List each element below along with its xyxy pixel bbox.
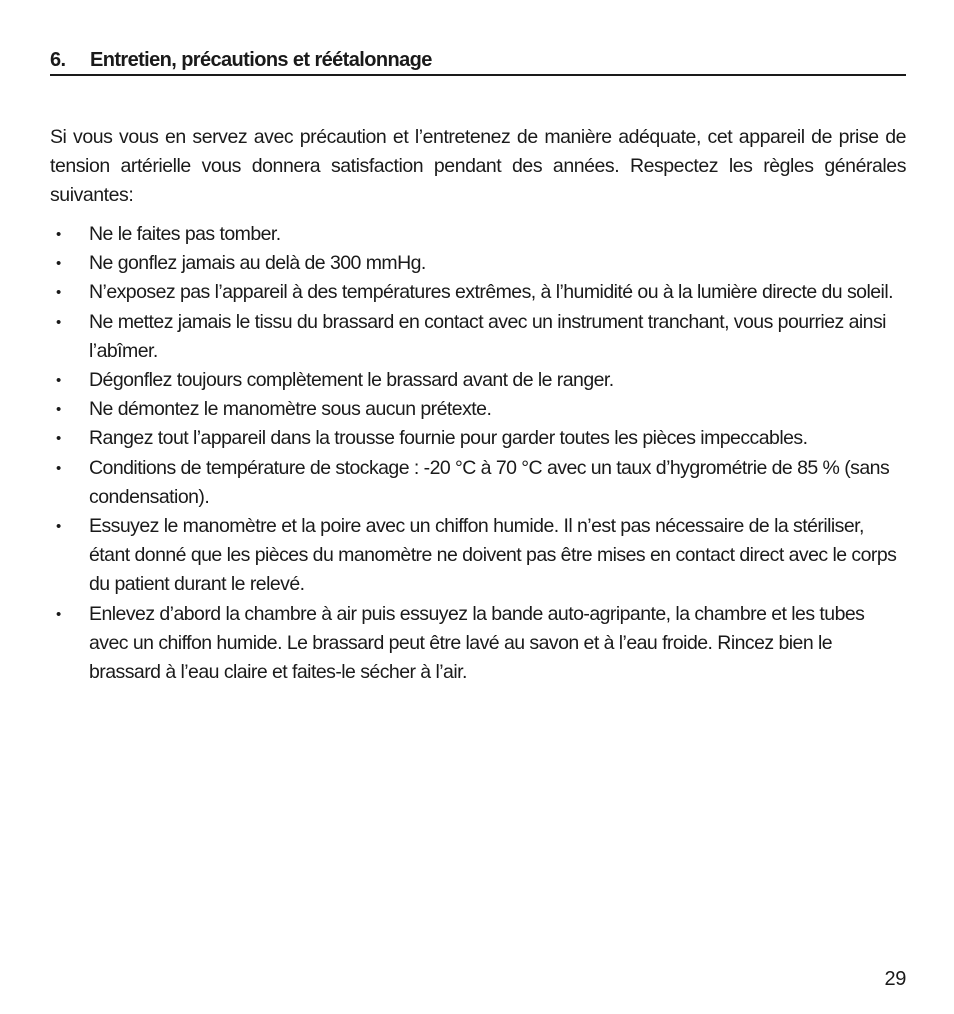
section-title: Entretien, précautions et réétalonnage [90, 49, 432, 71]
list-item-text: Ne démontez le manomètre sous aucun prétexte. [89, 398, 492, 421]
page-number: 29 [884, 968, 906, 990]
list-item-text: N’exposez pas l’appareil à des températures extrêmes, à l’humidité ou à la lumière directe du soleil. [89, 281, 893, 304]
section-number: 6. [50, 49, 66, 71]
bullet-icon: • [56, 518, 61, 536]
list-item [50, 366, 906, 395]
list-item [50, 249, 906, 278]
list-item-text: Conditions de température de stockage : -20 °C à 70 °C avec un taux d’hygrométrie de 85 % (sans condensation). [89, 456, 890, 508]
bullet-icon: • [56, 372, 61, 390]
bullet-icon: • [56, 401, 61, 419]
section-heading [50, 46, 906, 76]
list-item-text: Rangez tout l’appareil dans la trousse fournie pour garder toutes les pièces impeccables. [89, 427, 808, 450]
list-item [50, 220, 906, 249]
list-item-text: Enlevez d’abord la chambre à air puis essuyez la bande auto-agripante, la chambre et les tubes avec un chiffon humide. Le brassard peut être lavé au savon et à l’eau froide. Rincez bien le brassard à l’eau claire et faites-le sécher à l’air. [89, 602, 865, 684]
bullet-icon: • [56, 226, 61, 243]
bullet-icon: • [56, 255, 61, 273]
list-item [50, 424, 906, 453]
bullet-icon: • [56, 430, 61, 448]
list-item [50, 308, 906, 366]
list-item [50, 600, 906, 688]
list-item [50, 454, 906, 512]
list-item [50, 278, 906, 307]
list-item [50, 395, 906, 424]
intro-paragraph: Si vous vous en servez avec précaution et l’entretenez de manière adéquate, cet appareil de prise de tension artérielle vous donnera satisfaction pendant des années. Respectez les règles générales suivantes: [50, 125, 906, 207]
list-item-text: Dégonflez toujours complètement le brassard avant de le ranger. [89, 369, 614, 392]
document-page [50, 0, 906, 1014]
bullet-icon: • [56, 605, 61, 623]
list-item-text: Ne le faites pas tomber. [89, 223, 281, 245]
list-item-text: Ne gonflez jamais au delà de 300 mmHg. [89, 252, 426, 275]
list-item-text: Ne mettez jamais le tissu du brassard en contact avec un instrument tranchant, vous pourriez ainsi l’abîmer. [89, 310, 886, 362]
maintenance-rules-list [50, 220, 906, 687]
list-item-text: Essuyez le manomètre et la poire avec un chiffon humide. Il n’est pas nécessaire de la stériliser, étant donné que les pièces du manomètre ne doivent pas être mises en contact direct avec le corps du patient durant le relevé. [89, 515, 897, 596]
bullet-icon: • [56, 313, 61, 331]
bullet-icon: • [56, 459, 61, 477]
bullet-icon: • [56, 284, 61, 302]
list-item [50, 512, 906, 600]
